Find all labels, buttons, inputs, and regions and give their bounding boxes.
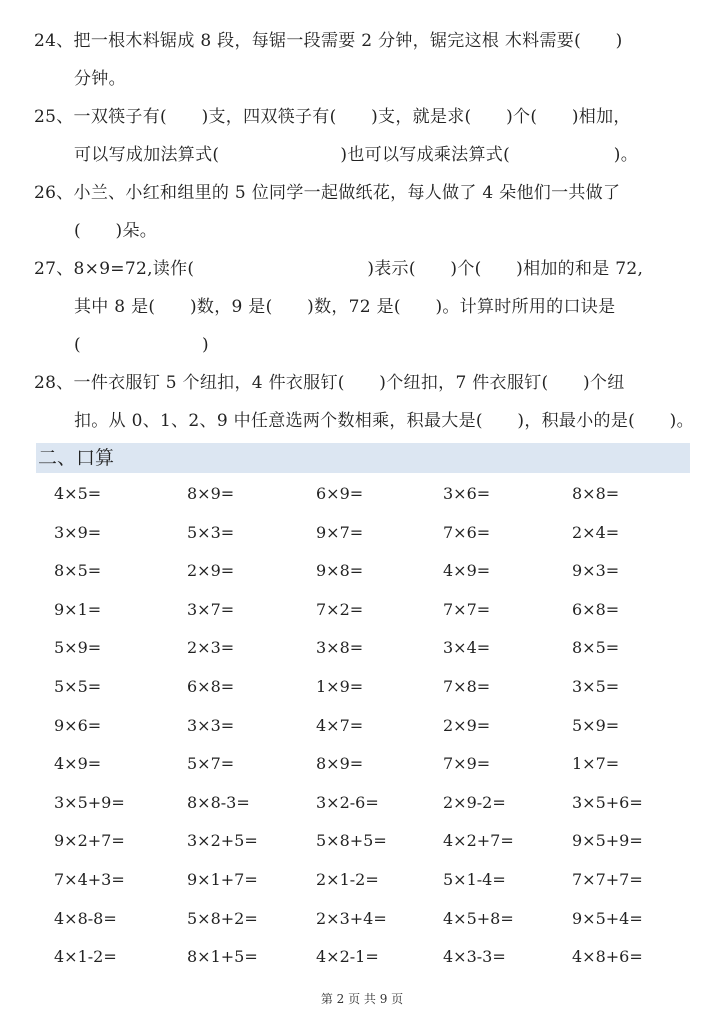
oral-problem: 2×4= (572, 522, 620, 542)
oral-problem: 3×7= (187, 599, 235, 619)
oral-problem: 3×4= (443, 638, 491, 658)
question-line: 可以写成加法算式( )也可以写成乘法算式( )。 (74, 145, 639, 165)
oral-problem: 8×8= (572, 484, 620, 503)
oral-problem: 8×8-3= (187, 792, 250, 812)
section-title: 二、口算 (38, 447, 115, 469)
oral-problem: 3×5+6= (572, 792, 643, 812)
oral-problem: 2×9= (187, 561, 235, 581)
oral-problem: 4×5+8= (443, 908, 514, 928)
oral-problem: 7×9= (443, 754, 491, 774)
question-line: 扣。从 0、1、2、9 中任意选两个数相乘，积最大是( )，积最小的是( )。 (74, 411, 694, 431)
oral-problem: 4×9= (54, 754, 102, 774)
oral-problem: 3×8= (316, 638, 364, 658)
oral-problem: 8×9= (187, 484, 235, 503)
oral-problem: 1×7= (572, 754, 620, 774)
oral-problem: 8×5= (54, 561, 102, 581)
oral-problem: 9×5+9= (572, 831, 643, 851)
question-line: ( )朵。 (74, 221, 158, 241)
oral-problem: 6×8= (187, 677, 235, 696)
oral-problem: 7×7= (443, 599, 491, 619)
oral-problem: 4×9= (443, 561, 491, 581)
question-line: 其中 8 是( )数，9 是( )数，72 是( )。计算时所用的口诀是 (74, 297, 616, 317)
question-line: ( ) (74, 335, 209, 355)
oral-problem: 2×9= (443, 715, 491, 735)
oral-problem: 9×3= (572, 561, 620, 581)
oral-problem: 9×6= (54, 715, 102, 735)
oral-problem: 8×5= (572, 638, 620, 658)
oral-problem: 6×8= (572, 599, 620, 619)
question-line: 26、小兰、小红和组里的 5 位同学一起做纸花，每人做了 4 朵他们一共做了 (34, 183, 621, 203)
oral-problem: 5×3= (187, 522, 235, 542)
section-header-bar (36, 443, 690, 473)
question-line: 25、一双筷子有( )支，四双筷子有( )支，就是求( )个( )相加， (34, 107, 631, 127)
oral-problem: 5×9= (572, 715, 620, 735)
oral-problem: 1×9= (316, 677, 364, 696)
oral-problem: 2×3+4= (316, 908, 387, 928)
oral-problem: 3×3= (187, 715, 235, 735)
oral-problem: 2×3= (187, 638, 235, 658)
oral-problem: 3×2-6= (316, 792, 379, 812)
oral-problem: 4×1-2= (54, 947, 117, 967)
oral-problem: 9×5+4= (572, 908, 643, 928)
question-line: 27、8×9=72,读作( )表示( )个( )相加的和是 72, (34, 259, 644, 279)
oral-problem: 4×2+7= (443, 831, 514, 851)
oral-problem: 4×5= (54, 484, 102, 503)
oral-problem: 5×8+5= (316, 831, 387, 851)
oral-problem: 4×3-3= (443, 947, 506, 967)
oral-problem: 8×9= (316, 754, 364, 774)
oral-problem: 5×1-4= (443, 870, 506, 889)
oral-problem: 7×8= (443, 677, 491, 696)
oral-problem: 9×2+7= (54, 831, 125, 851)
oral-problem: 3×6= (443, 484, 491, 503)
oral-problem: 4×8+6= (572, 947, 643, 967)
oral-problem: 5×5= (54, 677, 102, 696)
oral-problem: 5×8+2= (187, 908, 258, 928)
oral-problem: 8×1+5= (187, 947, 258, 967)
oral-problem: 9×1= (54, 599, 102, 619)
oral-problem: 5×9= (54, 638, 102, 658)
oral-problem: 3×2+5= (187, 831, 258, 851)
oral-problem: 3×5= (572, 677, 620, 696)
oral-problem: 2×9-2= (443, 792, 506, 812)
oral-problem: 9×1+7= (187, 870, 258, 889)
oral-problem: 4×8-8= (54, 908, 117, 928)
oral-problem: 7×7+7= (572, 870, 643, 889)
oral-problem: 7×4+3= (54, 870, 125, 889)
question-line: 分钟。 (74, 69, 126, 89)
oral-problem: 3×9= (54, 522, 102, 542)
oral-problem: 7×6= (443, 522, 491, 542)
oral-problem: 2×1-2= (316, 870, 379, 889)
oral-problem: 9×7= (316, 522, 364, 542)
oral-problem: 9×8= (316, 561, 364, 581)
oral-problem: 6×9= (316, 484, 364, 503)
oral-problem: 4×7= (316, 715, 364, 735)
oral-problem: 7×2= (316, 599, 364, 619)
page-number: 第 2 页 共 9 页 (320, 992, 404, 1006)
question-line: 28、一件衣服钉 5 个纽扣，4 件衣服钉( )个纽扣，7 件衣服钉( )个纽 (34, 373, 625, 393)
oral-problem: 3×5+9= (54, 792, 125, 812)
oral-problem: 5×7= (187, 754, 235, 774)
oral-problem: 4×2-1= (316, 947, 379, 967)
question-line: 24、把一根木料锯成 8 段，每锯一段需要 2 分钟，锯完这根 木料需要( ) (34, 31, 623, 51)
